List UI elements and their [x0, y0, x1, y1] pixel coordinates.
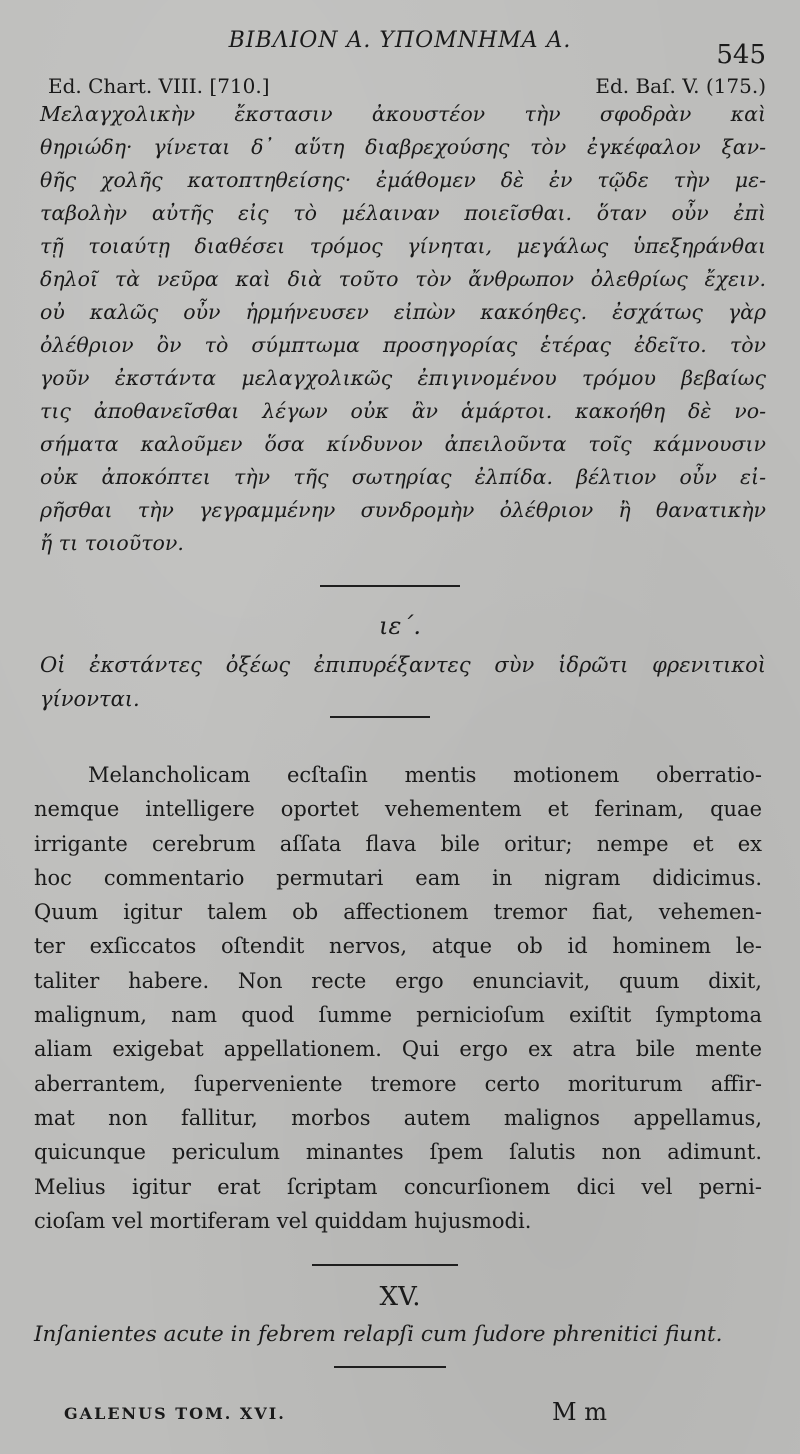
section-divider: [320, 585, 460, 587]
latin-line: Melancholicam ecſtaſin mentis motionem oberratio-: [88, 763, 762, 787]
latin-line: ter exſiccatos oſtendit nervos, atque ob id hominem le-: [34, 934, 762, 959]
section-number-greek: ιε΄.: [379, 612, 421, 640]
latin-line: mat non fallitur, morbos autem malignos appellamus,: [34, 1105, 762, 1130]
latin-commentary: [34, 758, 762, 1238]
aphorism-greek: [40, 648, 766, 716]
footer-signature: GALENUS TOM. XVI.: [64, 1404, 286, 1423]
aphorism-latin: Inſanientes acute in febrem relapſi cum ſudore phrenitici fiunt.: [34, 1322, 723, 1347]
greek-line: θῆς χολῆς κατοπτηθείσης· ἐμάθομεν δὲ ἐν τῷδε τὴν με-: [40, 168, 766, 192]
latin-line: taliter habere. Non recte ergo enunciavit, quum dixit,: [34, 968, 762, 993]
edition-reference-chartier: Ed. Chart. VIII. [710.]: [48, 74, 270, 98]
greek-line: ὀλέθριον ὂν τὸ σύμπτωμα προσηγορίας ἑτέρας ἐδεῖτο. τὸν: [40, 333, 766, 357]
latin-line: quicunque periculum minantes ſpem ſalutis non adimunt.: [34, 1140, 762, 1165]
greek-line: τῇ τοιαύτῃ διαθέσει τρόμος γίνηται, μεγάλως ὑπεξηράνθαι: [40, 234, 766, 258]
aphorism-greek-line: Οἱ ἐκστάντες ὀξέως ἐπιπυρέξαντες σὺν ἱδρῶτι φρενιτικοὶ: [40, 653, 766, 677]
section-divider: [334, 1366, 446, 1368]
edition-reference-basel: Ed. Baſ. V. (175.): [595, 74, 766, 98]
greek-line: τις ἀποθανεῖσθαι λέγων οὐκ ἂν ἁμάρτοι. κακοήθη δὲ νο-: [40, 399, 766, 423]
greek-line: ταβολὴν αὐτῆς εἰς τὸ μέλαιναν ποιεῖσθαι. ὅταν οὖν ἐπὶ: [40, 201, 766, 225]
latin-line: aliam exigebat appellationem. Qui ergo ex atra bile mente: [34, 1037, 762, 1062]
latin-line: nemque intelligere oportet vehementem et ferinam, quae: [34, 797, 762, 822]
greek-line: δηλοῖ τὰ νεῦρα καὶ διὰ τοῦτο τὸν ἄνθρωπον ὀλεθρίως ἔχειν.: [40, 267, 766, 291]
greek-line: θηριώδη· γίνεται δ᾽ αὕτη διαβρεχούσης τὸν ἐγκέφαλον ξαν-: [40, 135, 766, 159]
greek-line: ἤ τι τοιοῦτον.: [40, 531, 184, 555]
aphorism-greek-line: γίνονται.: [40, 687, 140, 711]
greek-commentary: [40, 98, 766, 560]
page-number: 545: [716, 40, 766, 70]
section-divider: [312, 1264, 458, 1266]
latin-line: Quum igitur talem ob affectionem tremor fiat, vehemen-: [34, 900, 762, 925]
greek-line: Μελαγχολικὴν ἔκστασιν ἀκουστέον τὴν σφοδρὰν καὶ: [40, 102, 766, 126]
latin-line: Melius igitur erat ſcriptam concurſionem dici vel perni-: [34, 1174, 762, 1199]
footer-gathering-mark: M m: [552, 1398, 607, 1426]
latin-line: malignum, nam quod ſumme pernicioſum exiſtit ſymptoma: [34, 1003, 762, 1028]
running-head: ΒΙΒΛΙΟΝ Α. ΥΠΟΜΝΗΜΑ Α.: [228, 28, 572, 53]
greek-line: οὐκ ἀποκόπτει τὴν τῆς σωτηρίας ἐλπίδα. βέλτιον οὖν εἰ-: [40, 465, 766, 489]
greek-line: οὐ καλῶς οὖν ἡρμήνευσεν εἰπὼν κακόηθες. ἐσχάτως γὰρ: [40, 300, 766, 324]
section-number-latin: XV.: [379, 1282, 421, 1312]
section-divider: [330, 716, 430, 718]
greek-line: ρῆσθαι τὴν γεγραμμένην συνδρομὴν ὀλέθριον ἢ θανατικὴν: [40, 498, 766, 522]
latin-line: hoc commentario permutari eam in nigram didicimus.: [34, 865, 762, 890]
latin-line: cioſam vel mortiferam vel quiddam hujusmodi.: [34, 1208, 532, 1233]
greek-line: γοῦν ἐκστάντα μελαγχολικῶς ἐπιγινομένου τρόμου βεβαίως: [40, 366, 766, 390]
greek-line: σήματα καλοῦμεν ὅσα κίνδυνον ἀπειλοῦντα τοῖς κάμνουσιν: [40, 432, 766, 456]
latin-line: aberrantem, ſuperveniente tremore certo moriturum affir-: [34, 1071, 762, 1096]
latin-line: irrigante cerebrum aſſata flava bile oritur; nempe et ex: [34, 831, 762, 856]
